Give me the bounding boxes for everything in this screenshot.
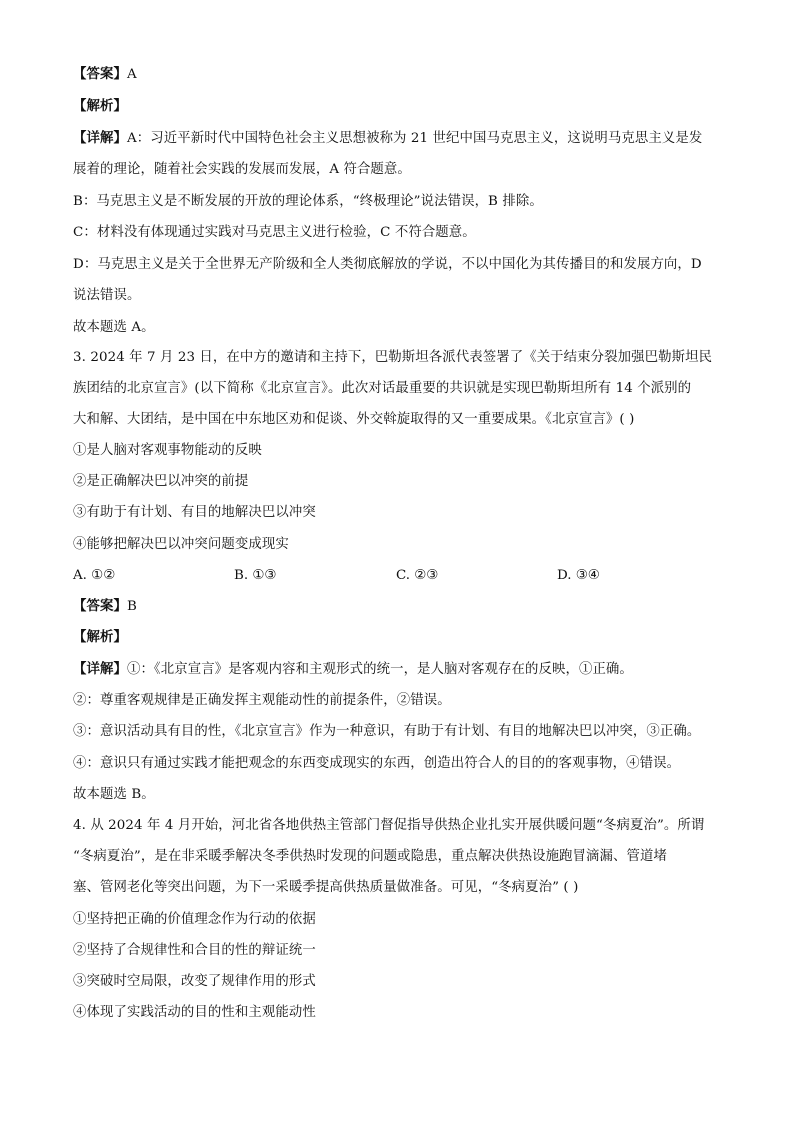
detail-tag: 【详解】 (73, 131, 127, 146)
q2-analysis-line (73, 97, 127, 117)
detail-text: A：习近平新时代中国特色社会主义思想被称为 21 世纪中国马克思主义，这说明马克思主义是发 (126, 131, 703, 146)
answer-value: A (126, 67, 137, 82)
q3-option-a: A. ①② (73, 568, 116, 583)
q3-option-b: B. ①③ (234, 568, 277, 583)
q4-stem-line-3: 塞、管网老化等突出问题，为下一采暖季提高供热质量做准备。可见，“冬病夏治” ( ) (73, 880, 579, 895)
q2-detail-line-3: B：马克思主义是不断发展的开放的理论体系，“终极理论”说法错误，B 排除。 (73, 194, 543, 209)
q3-statement-2: ②是正确解决巴以冲突的前提 (73, 474, 249, 489)
q2-detail-line-4: C：材料没有体现通过实践对马克思主义进行检验，C 不符合题意。 (73, 225, 476, 240)
q3-detail-line-4: ④：意识只有通过实践才能把观念的东西变成现实的东西，创造出符合人的目的的客观事物，④错误。 (73, 756, 681, 771)
q3-answer-line (73, 597, 137, 617)
q3-statement-3: ③有助于有计划、有目的地解决巴以冲突 (73, 505, 316, 520)
q2-detail-line-1 (73, 129, 702, 149)
q3-stem-line-3: 大和解、大团结，是中国在中东地区劝和促谈、外交斡旋取得的又一重要成果。《北京宣言》( ) (73, 412, 635, 427)
q2-conclusion: 故本题选 A。 (73, 320, 155, 335)
q3-statement-4: ④能够把解决巴以冲突问题变成现实 (73, 537, 289, 552)
q3-detail-line-2: ②：尊重客观规律是正确发挥主观能动性的前提条件，②错误。 (73, 693, 451, 708)
q4-statement-3: ③突破时空局限，改变了规律作用的形式 (73, 974, 316, 989)
q3-stem-line-1: 3. 2024 年 7 月 23 日，在中方的邀请和主持下，巴勒斯坦各派代表签署了《关于结束分裂加强巴勒斯坦民 (73, 350, 713, 365)
q2-detail-line-5: D：马克思主义是关于全世界无产阶级和全人类彻底解放的学说，不以中国化为其传播目的和发展方向，D (73, 257, 702, 272)
q4-statement-2: ②坚持了合规律性和合目的性的辩证统一 (73, 943, 316, 958)
q2-detail-line-2: 展着的理论，随着社会实践的发展而发展，A 符合题意。 (73, 162, 411, 177)
q4-stem-line-1: 4. 从 2024 年 4 月开始，河北省各地供热主管部门督促指导供热企业扎实开展供暖问题“冬病夏治”。所谓 (73, 818, 705, 833)
q3-detail-line-1 (73, 660, 633, 680)
q3-detail-line-3: ③：意识活动具有目的性，《北京宣言》作为一种意识，有助于有计划、有目的地解决巴以冲突，③正确。 (73, 724, 701, 739)
q3-stem-line-2: 族团结的北京宣言》(以下简称《北京宣言》。此次对话最重要的共识就是实现巴勒斯坦所有 14 个派别的 (73, 381, 692, 396)
q4-statement-1: ①坚持把正确的价值理念作为行动的依据 (73, 912, 316, 927)
q3-analysis-line (73, 628, 127, 648)
q3-option-c: C. ②③ (396, 568, 439, 583)
detail-text: ①：《北京宣言》是客观内容和主观形式的统一，是人脑对客观存在的反映，①正确。 (126, 662, 633, 677)
answer-value: B (126, 599, 137, 614)
answer-tag: 【答案】 (73, 599, 127, 614)
q2-detail-line-6: 说法错误。 (73, 288, 141, 303)
analysis-tag: 【解析】 (73, 630, 127, 645)
answer-tag: 【答案】 (73, 67, 127, 82)
q3-statement-1: ①是人脑对客观事物能动的反映 (73, 443, 262, 458)
q3-option-d: D. ③④ (557, 568, 600, 583)
q4-stem-line-2: “冬病夏治”，是在非采暖季解决冬季供热时发现的问题或隐患，重点解决供热设施跑冒滴漏、管道堵 (73, 849, 667, 864)
q4-statement-4: ④体现了实践活动的目的性和主观能动性 (73, 1005, 316, 1020)
q3-conclusion: 故本题选 B。 (73, 787, 155, 802)
q2-answer-line (73, 65, 137, 85)
analysis-tag: 【解析】 (73, 99, 127, 114)
detail-tag: 【详解】 (73, 662, 127, 677)
